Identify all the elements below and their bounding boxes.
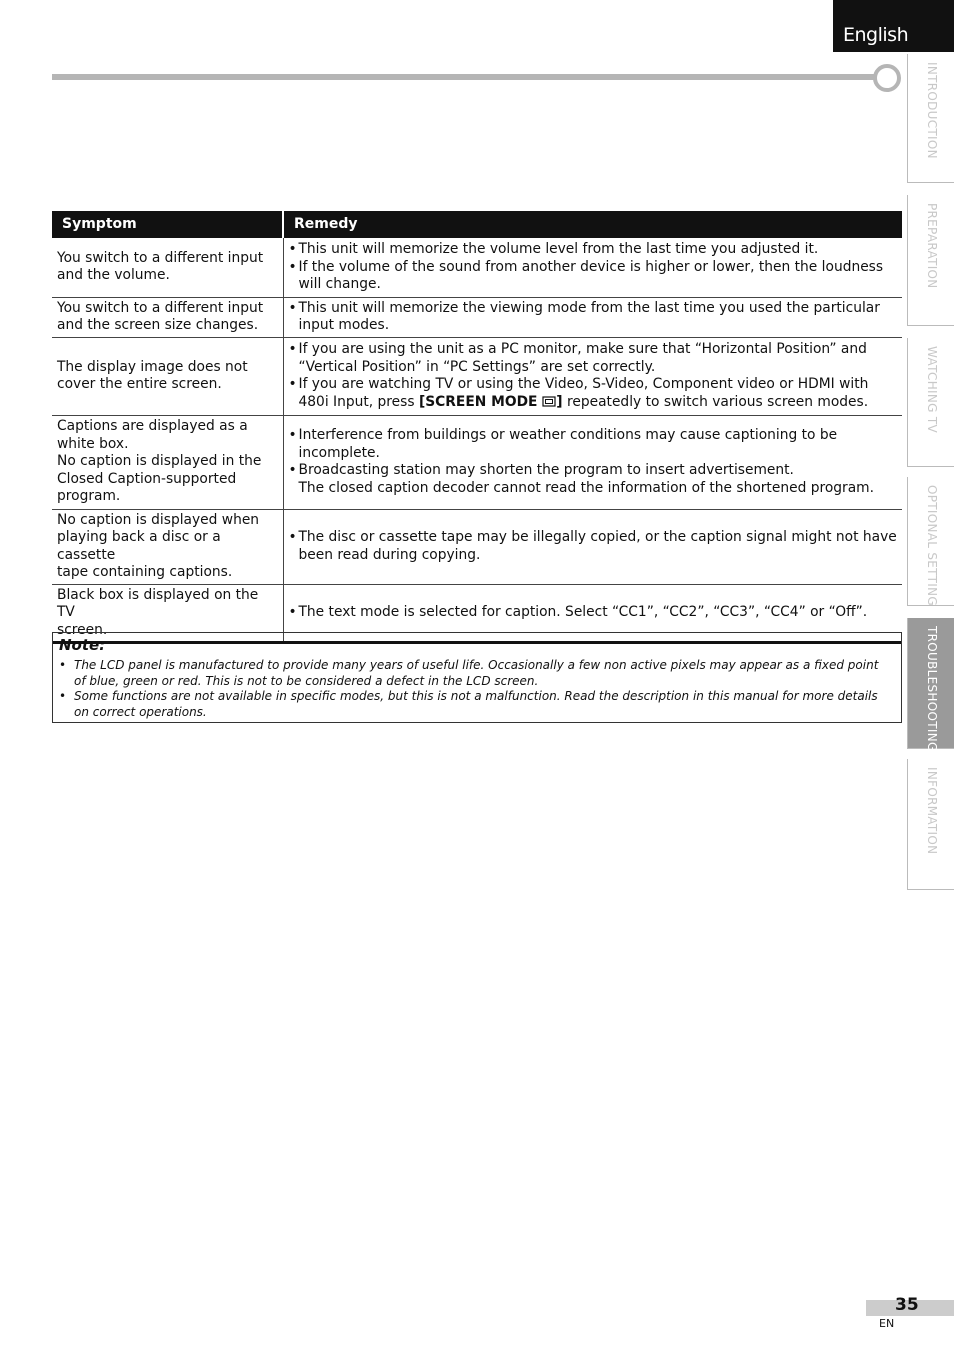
table-row xyxy=(52,337,902,415)
remedy-text-before: If you are watching TV or using the Video, S-Video, Component video or HDMI with 480i Input, press xyxy=(298,376,869,410)
symptom-line: The display image does not xyxy=(57,358,248,375)
symptom-header: Symptom xyxy=(52,211,283,238)
remedy-cell xyxy=(283,509,902,584)
bullet: • xyxy=(288,427,297,443)
tab-information[interactable] xyxy=(907,759,954,890)
remedy-header: Remedy xyxy=(283,211,902,238)
symptom-cell xyxy=(52,415,283,509)
tab-optional-setting-label: OPTIONAL SETTING xyxy=(925,485,939,606)
remedy-text: The disc or cassette tape may be illegally copied, or the caption signal might not have been read during copying. xyxy=(298,529,897,563)
bullet: • xyxy=(288,529,297,545)
symptom-line: No caption is displayed when xyxy=(57,511,260,528)
bullet: • xyxy=(288,258,297,275)
symptom-line: You switch to a different input xyxy=(57,249,264,266)
remedy-text: This unit will memorize the volume level from the last time you adjusted it. xyxy=(298,241,819,257)
screen-mode-key-label: [SCREEN MODE xyxy=(418,393,538,410)
remedy-text: The text mode is selected for caption. Select “CC1”, “CC2”, “CC3”, “CC4” or “Off”. xyxy=(298,604,868,620)
screen-mode-key xyxy=(419,394,563,410)
tab-watching-tv-label: WATCHING TV xyxy=(925,346,939,433)
remedy-cell xyxy=(283,415,902,509)
screen-mode-icon xyxy=(542,396,556,407)
symptom-line: Captions are displayed as a xyxy=(57,418,248,435)
tab-information-label: INFORMATION xyxy=(925,767,939,855)
symptom-line: You switch to a different input xyxy=(57,299,264,316)
bullet: • xyxy=(59,689,67,703)
symptom-line: and the volume. xyxy=(57,267,170,284)
symptom-line: Closed Caption-supported xyxy=(57,470,237,487)
tab-introduction[interactable] xyxy=(907,54,954,183)
remedy-text: Interference from buildings or weather conditions may cause captioning to be incomplete. xyxy=(298,427,838,461)
page-lang-code: EN xyxy=(879,1317,895,1330)
tab-optional-setting[interactable] xyxy=(907,477,954,606)
remedy-cell xyxy=(283,297,902,337)
table-row xyxy=(52,238,902,297)
bullet: • xyxy=(288,462,297,478)
bullet: • xyxy=(288,341,297,357)
note-item xyxy=(59,689,893,720)
symptom-line: playing back a disc or a cassette xyxy=(57,529,221,563)
remedy-cell xyxy=(283,238,902,297)
table-row xyxy=(52,415,902,509)
bullet: • xyxy=(288,376,297,392)
screen-mode-key-end: ] xyxy=(556,393,563,410)
symptom-cell xyxy=(52,297,283,337)
remedy-text: This unit will memorize the viewing mode from the last time you used the particular input modes. xyxy=(298,299,880,333)
tab-preparation[interactable] xyxy=(907,195,954,326)
symptom-cell xyxy=(52,509,283,584)
tab-watching-tv[interactable] xyxy=(907,338,954,467)
symptom-line: white box. xyxy=(57,435,129,452)
symptom-line: and the screen size changes. xyxy=(57,317,259,333)
note-box xyxy=(52,632,902,723)
table-row xyxy=(52,509,902,584)
remedy-text-after: repeatedly to switch various screen modes. xyxy=(562,393,869,410)
remedy-cell xyxy=(283,337,902,415)
symptom-line: program. xyxy=(57,488,121,505)
remedy-text: Broadcasting station may shorten the program to insert advertisement. xyxy=(298,462,794,478)
note-text: Some functions are not available in specific modes, but this is not a malfunction. Read the description in this manual for more details on correct operations. xyxy=(74,689,878,719)
remedy-text: If the volume of the sound from another device is higher or lower, then the loudness will change. xyxy=(298,258,884,292)
bullet: • xyxy=(288,241,297,257)
note-item xyxy=(59,658,893,689)
symptom-cell xyxy=(52,238,283,297)
header-rule-circle xyxy=(873,64,901,92)
remedy-text xyxy=(299,376,898,411)
note-text: The LCD panel is manufactured to provide many years of useful life. Occasionally a few non active pixels may appear as a fixed point of blue, green or red. This is not to be considered a defect in the LCD screen. xyxy=(74,658,879,688)
tab-troubleshooting[interactable] xyxy=(907,618,954,752)
remedy-text: If you are using the unit as a PC monitor, make sure that “Horizontal Position” and “Vertical Position” in “PC Settings” are set correctly. xyxy=(298,341,867,375)
table-header-row xyxy=(52,211,902,238)
symptom-line: No caption is displayed in the xyxy=(57,453,262,470)
symptom-line: Black box is displayed on the TV xyxy=(57,586,259,620)
table-row xyxy=(52,297,902,337)
symptom-line: cover the entire screen. xyxy=(57,376,222,392)
bullet: • xyxy=(288,604,297,620)
bullet xyxy=(289,480,299,498)
tab-introduction-label: INTRODUCTION xyxy=(925,62,939,159)
page-number: 35 xyxy=(895,1295,919,1315)
tab-troubleshooting-label: TROUBLESHOOTING xyxy=(925,626,939,752)
symptom-line: tape containing captions. xyxy=(57,564,233,580)
bullet: • xyxy=(288,299,297,316)
symptom-cell xyxy=(52,337,283,415)
language-tab: English xyxy=(833,0,954,52)
note-title: Note: xyxy=(59,636,106,654)
bullet: • xyxy=(59,658,67,672)
symptom-line: screen. xyxy=(57,621,108,638)
header-rule xyxy=(52,74,878,80)
troubleshooting-table xyxy=(52,211,902,644)
tab-preparation-label: PREPARATION xyxy=(925,203,939,289)
remedy-text: The closed caption decoder cannot read the information of the shortened program. xyxy=(298,479,874,496)
